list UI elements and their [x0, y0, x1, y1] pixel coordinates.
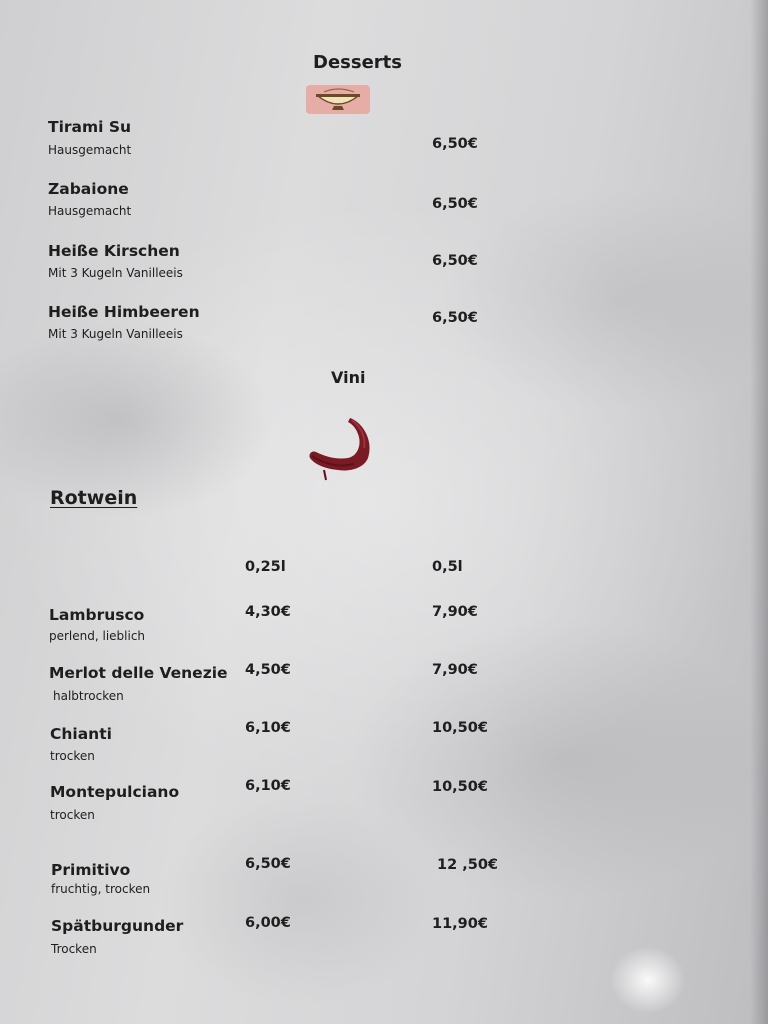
- wine-price-large: 11,90€: [432, 916, 488, 932]
- wine-name: Primitivo: [51, 861, 131, 879]
- wine-price-small: 6,00€: [245, 915, 291, 931]
- wine-name: Merlot delle Venezie: [49, 664, 228, 682]
- wine-desc: fruchtig, trocken: [51, 882, 151, 896]
- rotwein-heading: Rotwein: [50, 487, 138, 509]
- wine-name: Lambrusco: [49, 606, 145, 624]
- wine-price-small: 6,10€: [245, 720, 291, 736]
- page-edge-shadow: [750, 0, 768, 1024]
- wine-name: Chianti: [50, 725, 112, 743]
- wine-price-small: 6,50€: [245, 856, 291, 872]
- dessert-name: Tirami Su: [48, 118, 132, 136]
- desserts-heading: Desserts: [313, 52, 402, 73]
- wine-desc: halbtrocken: [53, 689, 124, 703]
- wine-price-large: 7,90€: [432, 662, 478, 678]
- dessert-name: Zabaione: [48, 180, 129, 198]
- vini-heading: Vini: [331, 368, 366, 387]
- wine-desc: trocken: [50, 749, 95, 763]
- dessert-price: 6,50€: [432, 136, 478, 152]
- wine-name: Montepulciano: [50, 783, 180, 801]
- dessert-desc: Hausgemacht: [48, 143, 132, 157]
- dessert-bowl-icon: [304, 82, 372, 116]
- wine-price-large: 7,90€: [432, 604, 478, 620]
- dessert-name: Heiße Himbeeren: [48, 303, 200, 321]
- wine-price-small: 4,50€: [245, 662, 291, 678]
- wine-price-small: 4,30€: [245, 604, 291, 620]
- wine-price-large: 10,50€: [432, 720, 488, 736]
- column-header-large: 0,5l: [432, 559, 463, 575]
- light-glare: [588, 930, 708, 1024]
- dessert-desc: Mit 3 Kugeln Vanilleeis: [48, 327, 183, 341]
- red-wine-splash-icon: [304, 414, 376, 484]
- wine-price-large: 10,50€: [432, 779, 488, 795]
- dessert-price: 6,50€: [432, 253, 478, 269]
- wine-price-large: 12 ,50€: [437, 857, 499, 873]
- dessert-name: Heiße Kirschen: [48, 242, 180, 260]
- wine-desc: Trocken: [51, 942, 97, 956]
- dessert-desc: Mit 3 Kugeln Vanilleeis: [48, 266, 183, 280]
- wine-price-small: 6,10€: [245, 778, 291, 794]
- wine-desc: perlend, lieblich: [49, 629, 146, 643]
- dessert-price: 6,50€: [432, 310, 478, 326]
- wine-name: Spätburgunder: [51, 917, 184, 935]
- dessert-price: 6,50€: [432, 196, 478, 212]
- dessert-desc: Hausgemacht: [48, 204, 132, 218]
- column-header-small: 0,25l: [245, 559, 286, 575]
- wine-desc: trocken: [50, 808, 95, 822]
